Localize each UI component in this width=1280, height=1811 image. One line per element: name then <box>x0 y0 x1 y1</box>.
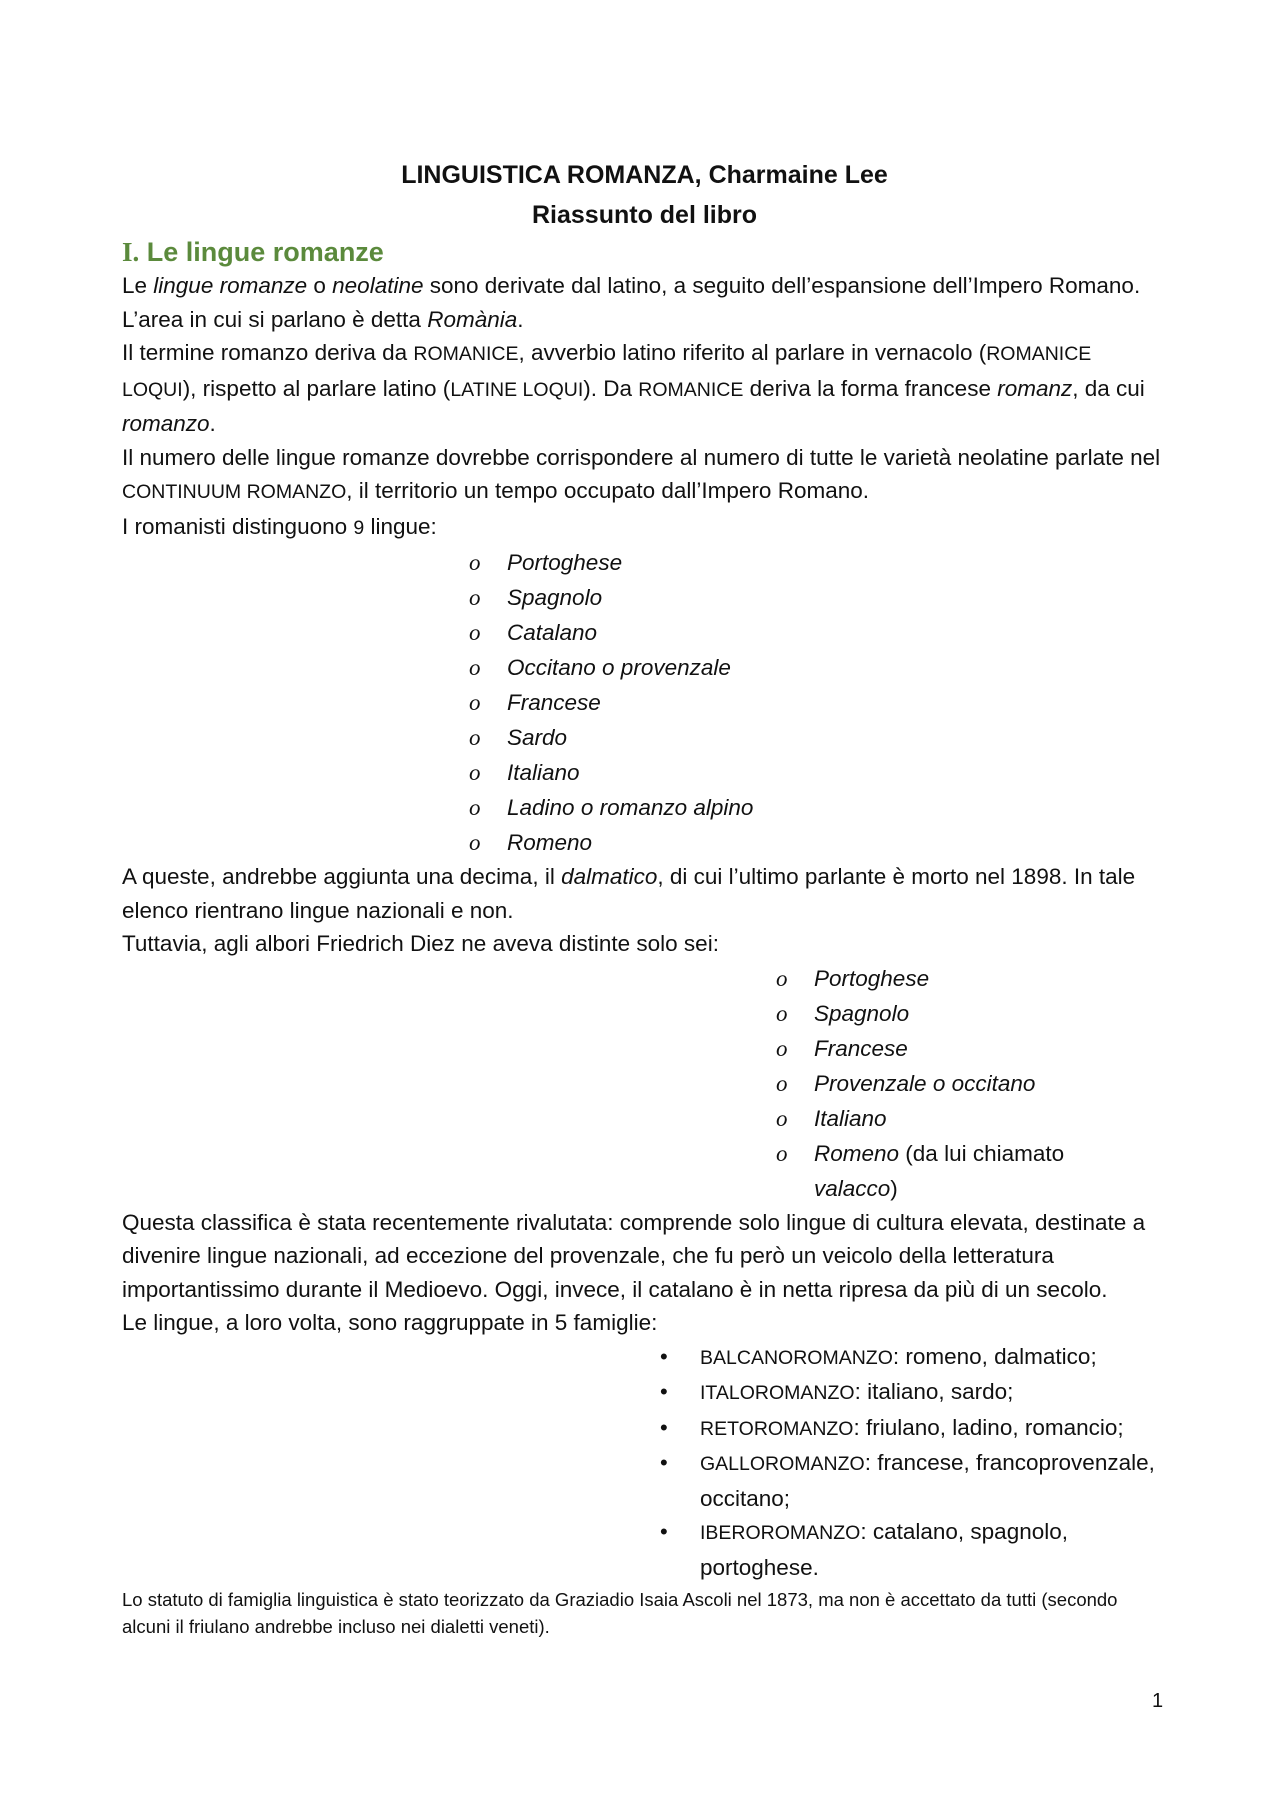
title-line-2: Riassunto del libro <box>531 201 758 229</box>
family-name: RETOROMANZO <box>700 1417 854 1440</box>
list-marker: o <box>469 725 481 750</box>
list-item <box>776 1136 1144 1206</box>
emphasis: romanz <box>997 375 1073 401</box>
paragraph-5 <box>122 860 1167 927</box>
bullet-marker: • <box>660 1379 668 1404</box>
section-heading-text: Le lingue romanze <box>146 237 384 267</box>
list-item-text: Italiano <box>814 1105 887 1131</box>
list-item-text: Provenzale o occitano <box>814 1070 1036 1096</box>
bullet-marker: • <box>660 1519 668 1544</box>
list-marker: o <box>469 760 481 785</box>
list-marker: o <box>776 965 788 991</box>
paragraph-1 <box>122 269 1167 336</box>
paragraph-9: Lo statuto di famiglia linguistica è stato teorizzato da Graziadio Isaia Ascoli nel 1873, ma non è accettato da tutti (secondo alcuni il friulano andrebbe incluso nei dialetti veneti). <box>122 1589 1118 1637</box>
text: ). Da <box>583 375 639 401</box>
list-item-text: Francese <box>814 1035 908 1061</box>
paragraph-2 <box>122 336 1167 441</box>
list-item <box>469 755 1167 790</box>
emphasis: neolatine <box>332 273 424 298</box>
list-item <box>469 580 1167 615</box>
list-marker: o <box>469 585 481 610</box>
emphasis: valacco <box>814 1175 891 1201</box>
list-item-text: Ladino o romanzo alpino <box>507 795 754 820</box>
text: . <box>517 306 524 332</box>
section-heading <box>122 235 1167 269</box>
list-marker: o <box>776 1140 788 1166</box>
diez-languages-list <box>776 961 1144 1206</box>
list-item-text: Portoghese <box>507 550 623 575</box>
list-item <box>660 1340 1170 1376</box>
text: , il territorio un tempo occupato dall’Impero Romano. <box>346 478 869 503</box>
language-families-list <box>660 1340 1170 1585</box>
list-item-text: Catalano <box>507 620 598 645</box>
text: ), rispetto al parlare latino ( <box>182 375 451 401</box>
emphasis: lingue romanze <box>153 273 308 298</box>
list-marker: o <box>469 830 481 855</box>
text: A queste, andrebbe aggiunta una decima, il <box>122 864 562 889</box>
list-item-text: Francese <box>507 690 601 715</box>
family-name: BALCANOROMANZO <box>700 1346 893 1369</box>
list-item <box>469 720 1167 755</box>
family-name: ITALOROMANZO <box>700 1382 855 1404</box>
text: I romanisti distinguono <box>122 513 354 539</box>
text: ) <box>890 1175 898 1201</box>
emphasis: romanzo <box>122 411 210 436</box>
small-caps-term: ROMANICE LOQUI <box>122 343 1092 401</box>
list-marker: o <box>469 795 481 820</box>
bullet-marker: • <box>660 1450 668 1475</box>
small-caps-term: LATINE LOQUI <box>450 378 584 401</box>
list-item <box>776 1066 1144 1101</box>
list-item <box>660 1515 1170 1584</box>
paragraph-8: Le lingue, a loro volta, sono raggruppate in 5 famiglie: <box>122 1310 658 1335</box>
list-item <box>776 1101 1144 1136</box>
list-item-text: Sardo <box>507 725 568 750</box>
list-item <box>469 545 1167 580</box>
list-item-text: Occitano o provenzale <box>507 655 731 680</box>
page-number: 1 <box>1152 1690 1164 1712</box>
text: . <box>209 411 216 436</box>
list-marker: o <box>469 655 481 680</box>
list-item <box>776 1031 1144 1066</box>
list-item-text: Portoghese <box>814 965 930 991</box>
family-name: IBEROROMANZO <box>700 1522 861 1544</box>
list-item <box>469 825 1167 860</box>
text: , avverbio latino riferito al parlare in vernacolo ( <box>518 340 987 365</box>
list-item-text: Italiano <box>507 760 580 785</box>
list-marker: o <box>776 1070 788 1096</box>
romance-languages-list <box>469 545 1167 860</box>
bullet-marker: • <box>660 1343 668 1369</box>
emphasis: dalmatico <box>561 864 658 889</box>
small-caps-term: ROMANICE <box>413 343 519 365</box>
paragraph-3 <box>122 441 1167 510</box>
list-item <box>776 996 1144 1031</box>
list-item <box>469 615 1167 650</box>
text: , da cui <box>1072 375 1145 401</box>
family-languages: : catalano, spagnolo, portoghese. <box>700 1519 1068 1580</box>
section-numeral: I. <box>122 237 140 267</box>
list-item-text: Romeno <box>814 1140 900 1166</box>
title-line-1: LINGUISTICA ROMANZA, Charmaine Lee <box>401 161 888 189</box>
emphasis: Romània <box>427 306 518 332</box>
paragraph-4 <box>122 510 1167 546</box>
list-item-text: Romeno <box>507 830 593 855</box>
family-name: GALLOROMANZO <box>700 1453 865 1475</box>
text: sono derivate dal latino, a seguito dell’espansione dell’Impero Romano. L’area in cui si parlano è detta <box>122 273 1141 332</box>
list-item <box>660 1446 1170 1515</box>
page-content <box>122 155 1167 1640</box>
family-languages: : italiano, sardo; <box>854 1379 1014 1404</box>
small-caps-term: CONTINUUM ROMANZO <box>122 481 347 503</box>
paragraph-7: Questa classifica è stata recentemente rivalutata: comprende solo lingue di cultura elevata, destinate a divenire lingue nazionali, ad eccezione del provenzale, che fu però un veicolo della letteratura importantissimo durante il Medioevo. Oggi, invece, il catalano è in netta ripresa da più di un secolo. <box>122 1209 1146 1302</box>
family-languages: : francese, francoprovenzale, occitano; <box>700 1450 1155 1511</box>
text: o <box>307 273 333 298</box>
list-marker: o <box>469 690 481 715</box>
text: lingue: <box>364 513 437 539</box>
list-marker: o <box>469 620 481 645</box>
list-item <box>660 1411 1170 1447</box>
list-marker: o <box>776 1000 788 1026</box>
list-marker: o <box>469 550 481 575</box>
list-item <box>469 790 1167 825</box>
list-item <box>469 685 1167 720</box>
list-item-text: Spagnolo <box>507 585 603 610</box>
list-item-text: Spagnolo <box>814 1000 910 1026</box>
text: Le <box>122 273 154 298</box>
text: , di cui l’ultimo parlante è morto nel 1898. In tale elenco rientrano lingue nazionali e non. <box>122 864 1136 923</box>
list-marker: o <box>776 1035 788 1061</box>
family-languages: : romeno, dalmatico; <box>892 1343 1097 1369</box>
document-title <box>122 155 1167 235</box>
list-item <box>660 1375 1170 1411</box>
text: deriva la forma francese <box>743 375 998 401</box>
list-item <box>776 961 1144 996</box>
text: (da lui chiamato <box>899 1140 1065 1166</box>
list-marker: o <box>776 1105 788 1131</box>
number: 9 <box>353 516 365 539</box>
small-caps-term: ROMANICE <box>638 378 744 401</box>
paragraph-6: Tuttavia, agli albori Friedrich Diez ne aveva distinte solo sei: <box>122 931 719 956</box>
family-languages: : friulano, ladino, romancio; <box>853 1414 1124 1440</box>
text: Il termine romanzo deriva da <box>122 340 414 365</box>
list-item <box>469 650 1167 685</box>
bullet-marker: • <box>660 1414 668 1440</box>
text: Il numero delle lingue romanze dovrebbe corrispondere al numero di tutte le varietà neolatine parlate nel <box>122 444 1161 470</box>
